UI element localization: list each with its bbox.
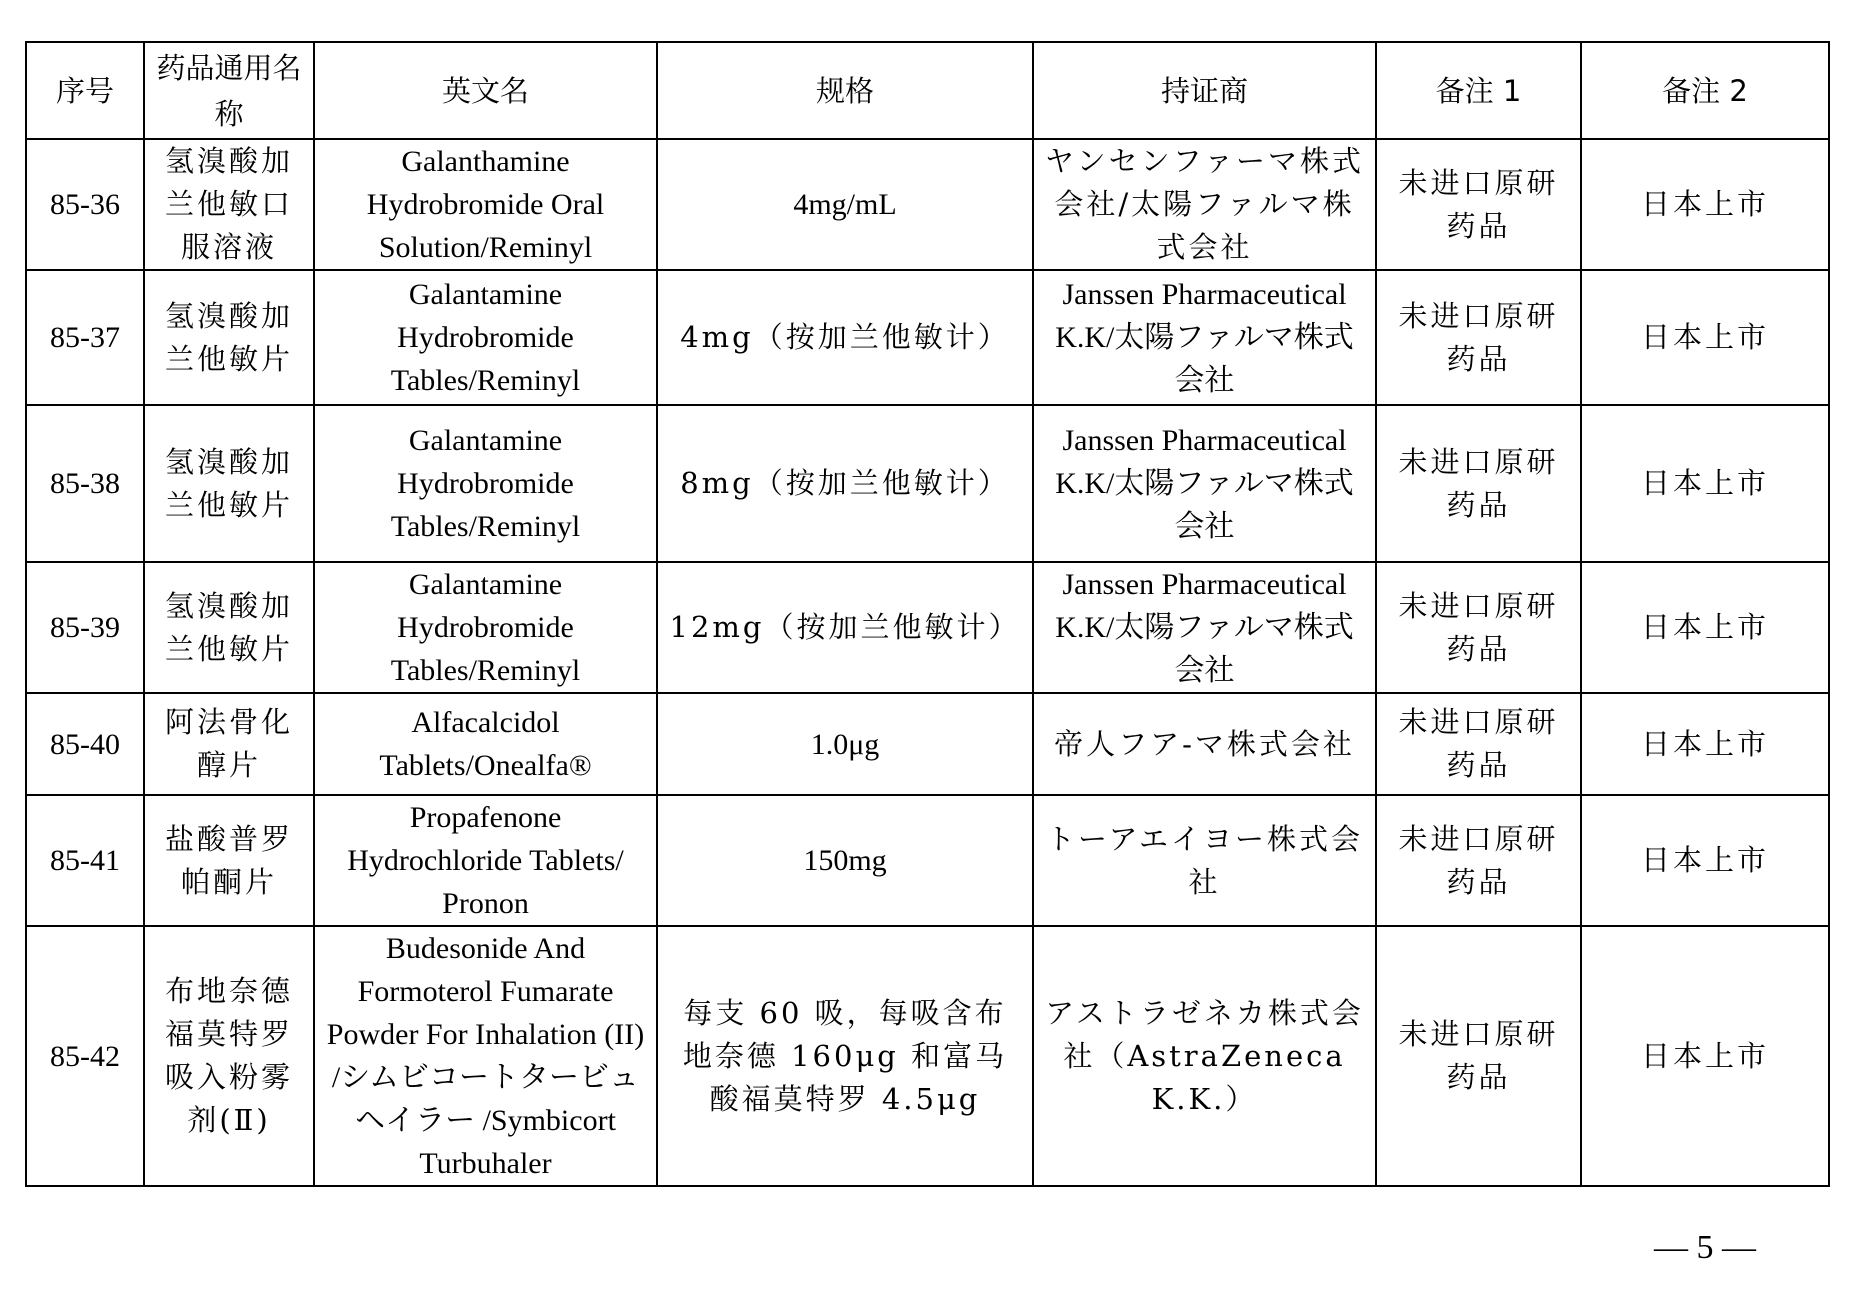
cell-generic-name: 氢溴酸加兰他敏片 xyxy=(144,270,314,405)
cell-no: 85-40 xyxy=(26,693,144,795)
cell-note1: 未进口原研药品 xyxy=(1376,795,1581,926)
cell-no: 85-38 xyxy=(26,405,144,562)
table-row xyxy=(26,139,1829,270)
cell-no: 85-37 xyxy=(26,270,144,405)
cell-note1: 未进口原研药品 xyxy=(1376,693,1581,795)
page-number: — 5 — xyxy=(1654,1229,1756,1266)
table-row xyxy=(26,693,1829,795)
cell-note2: 日本上市 xyxy=(1581,270,1829,405)
cell-holder: アストラゼネカ株式会社（AstraZeneca K.K.） xyxy=(1033,926,1376,1186)
table-header-row xyxy=(26,42,1829,139)
cell-spec: 4mg/mL xyxy=(657,139,1033,270)
cell-holder: Janssen Pharmaceutical K.K/太陽ファルマ株式会社 xyxy=(1033,562,1376,693)
header-cell-note2: 备注 2 xyxy=(1581,42,1829,139)
header-cell-generic-name: 药品通用名称 xyxy=(144,42,314,139)
cell-note2: 日本上市 xyxy=(1581,926,1829,1186)
header-cell-holder: 持证商 xyxy=(1033,42,1376,139)
header-cell-note1: 备注 1 xyxy=(1376,42,1581,139)
cell-spec: 4mg（按加兰他敏计） xyxy=(657,270,1033,405)
cell-spec: 12mg（按加兰他敏计） xyxy=(657,562,1033,693)
cell-generic-name: 布地奈德福莫特罗吸入粉雾剂(Ⅱ) xyxy=(144,926,314,1186)
cell-spec: 150mg xyxy=(657,795,1033,926)
cell-spec: 8mg（按加兰他敏计） xyxy=(657,405,1033,562)
cell-note2: 日本上市 xyxy=(1581,562,1829,693)
cell-no: 85-36 xyxy=(26,139,144,270)
cell-no: 85-41 xyxy=(26,795,144,926)
cell-no: 85-39 xyxy=(26,562,144,693)
header-cell-no: 序号 xyxy=(26,42,144,139)
cell-holder: Janssen Pharmaceutical K.K/太陽ファルマ株式会社 xyxy=(1033,405,1376,562)
cell-english-name: Galantamine Hydrobromide Tables/Reminyl xyxy=(314,562,657,693)
cell-note2: 日本上市 xyxy=(1581,795,1829,926)
table-row xyxy=(26,795,1829,926)
cell-note1: 未进口原研药品 xyxy=(1376,270,1581,405)
header-cell-english-name: 英文名 xyxy=(314,42,657,139)
cell-no: 85-42 xyxy=(26,926,144,1186)
table-row xyxy=(26,562,1829,693)
cell-generic-name: 氢溴酸加兰他敏片 xyxy=(144,405,314,562)
cell-spec: 每支 60 吸，每吸含布地奈德 160μg 和富马酸福莫特罗 4.5μg xyxy=(657,926,1033,1186)
cell-note1: 未进口原研药品 xyxy=(1376,139,1581,270)
cell-generic-name: 氢溴酸加兰他敏片 xyxy=(144,562,314,693)
cell-note1: 未进口原研药品 xyxy=(1376,405,1581,562)
cell-holder: Janssen Pharmaceutical K.K/太陽ファルマ株式会社 xyxy=(1033,270,1376,405)
cell-generic-name: 盐酸普罗帕酮片 xyxy=(144,795,314,926)
header-cell-spec: 规格 xyxy=(657,42,1033,139)
cell-note2: 日本上市 xyxy=(1581,139,1829,270)
cell-holder: 帝人フア-マ株式会社 xyxy=(1033,693,1376,795)
cell-note1: 未进口原研药品 xyxy=(1376,562,1581,693)
cell-english-name: Galanthamine Hydrobromide Oral Solution/Reminyl xyxy=(314,139,657,270)
cell-holder: トーアエイヨー株式会社 xyxy=(1033,795,1376,926)
table-row xyxy=(26,926,1829,1186)
cell-english-name: Galantamine Hydrobromide Tables/Reminyl xyxy=(314,405,657,562)
drug-list-table xyxy=(25,41,1830,1187)
cell-holder: ヤンセンファーマ株式会社/太陽ファルマ株式会社 xyxy=(1033,139,1376,270)
table-row xyxy=(26,405,1829,562)
cell-spec: 1.0μg xyxy=(657,693,1033,795)
cell-note2: 日本上市 xyxy=(1581,693,1829,795)
table-row xyxy=(26,270,1829,405)
cell-generic-name: 氢溴酸加兰他敏口服溶液 xyxy=(144,139,314,270)
cell-note2: 日本上市 xyxy=(1581,405,1829,562)
cell-english-name: Propafenone Hydrochloride Tablets/ Pronon xyxy=(314,795,657,926)
cell-english-name: Budesonide And Formoterol Fumarate Powder For Inhalation (II) /シムビコートタービュヘイラー /Symbicort Turbuhaler xyxy=(314,926,657,1186)
cell-generic-name: 阿法骨化醇片 xyxy=(144,693,314,795)
cell-english-name: Alfacalcidol Tablets/Onealfa® xyxy=(314,693,657,795)
cell-note1: 未进口原研药品 xyxy=(1376,926,1581,1186)
cell-english-name: Galantamine Hydrobromide Tables/Reminyl xyxy=(314,270,657,405)
